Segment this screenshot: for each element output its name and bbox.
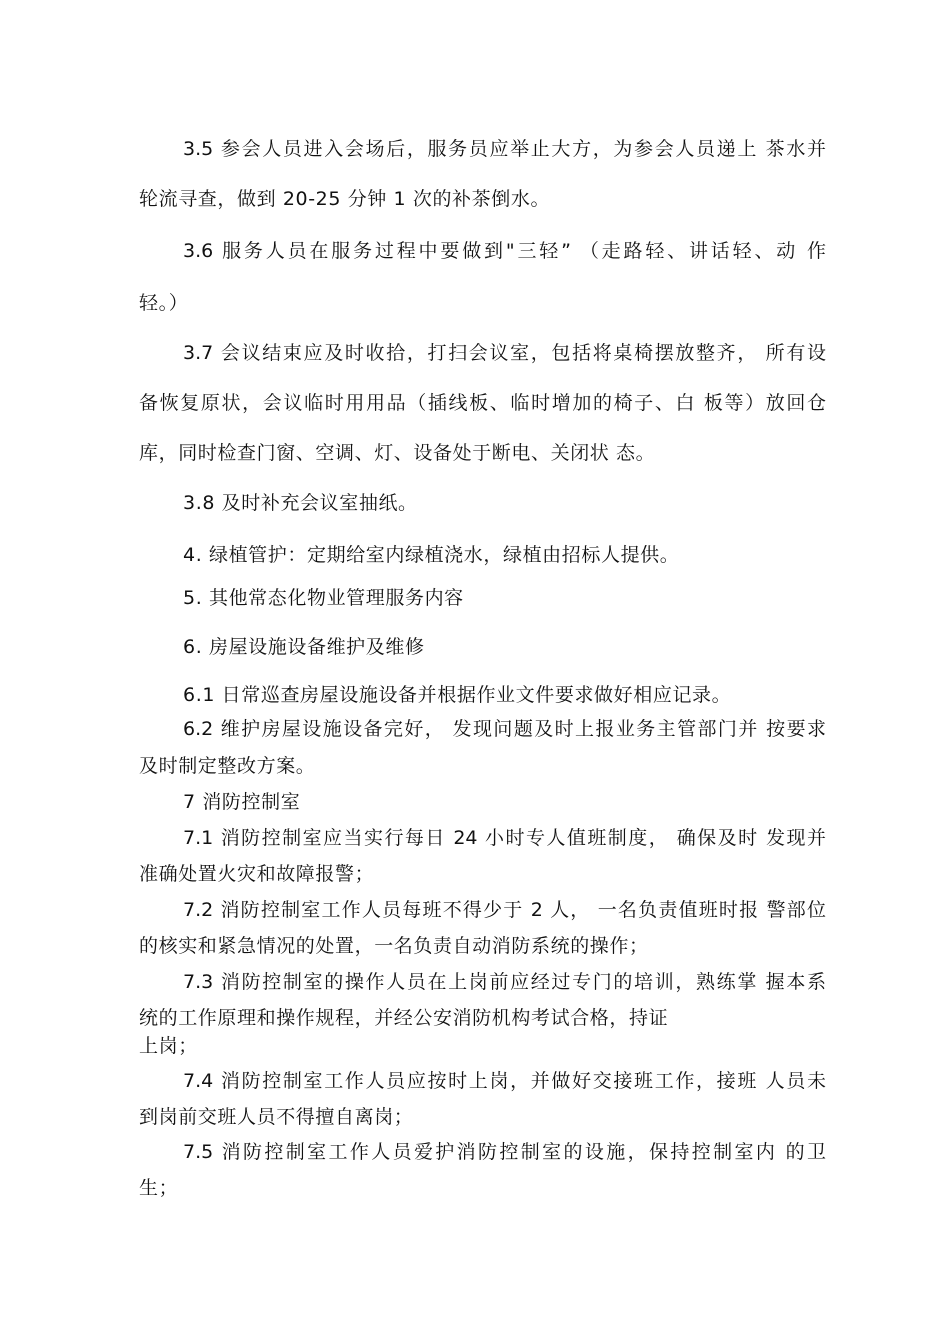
paragraph-7-4-line-1: 7.4 消防控制室工作人员应按时上岗，并做好交接班工作，接班 人员未: [183, 1070, 826, 1092]
paragraph-6-2-line-2: 及时制定整改方案。: [139, 755, 316, 777]
paragraph-7-1-line-1: 7.1 消防控制室应当实行每日 24 小时专人值班制度， 确保及时 发现并: [183, 827, 826, 849]
paragraph-6-2-line-1: 6.2 维护房屋设施设备完好， 发现问题及时上报业务主管部门并 按要求: [183, 718, 826, 740]
paragraph-7-5-line-1: 7.5 消防控制室工作人员爱护消防控制室的设施，保持控制室内 的卫: [183, 1141, 826, 1163]
paragraph-7-3-line-2: 统的工作原理和操作规程，并经公安消防机构考试合格，持证: [139, 1007, 669, 1029]
section-7-heading: 7 消防控制室: [183, 791, 301, 813]
paragraph-6-1: 6.1 日常巡查房屋设施设备并根据作业文件要求做好相应记录。: [183, 684, 732, 706]
section-5-heading: 5. 其他常态化物业管理服务内容: [183, 587, 464, 609]
paragraph-7-2-line-1: 7.2 消防控制室工作人员每班不得少于 2 人， 一名负责值班时报 警部位: [183, 899, 826, 921]
paragraph-3-5-line-2: 轮流寻查，做到 20-25 分钟 1 次的补茶倒水。: [139, 188, 551, 210]
section-6-heading: 6. 房屋设施设备维护及维修: [183, 636, 425, 658]
paragraph-3-5-line-1: 3.5 参会人员进入会场后，服务员应举止大方，为参会人员递上 茶水并: [183, 138, 826, 160]
paragraph-7-4-line-2: 到岗前交班人员不得擅自离岗；: [139, 1106, 414, 1128]
paragraph-3-7-line-1: 3.7 会议结束应及时收拾，打扫会议室，包括将桌椅摆放整齐， 所有设: [183, 342, 826, 364]
section-4-greenery: 4. 绿植管护：定期给室内绿植浇水，绿植由招标人提供。: [183, 544, 680, 566]
paragraph-7-1-line-2: 准确处置火灾和故障报警；: [139, 863, 375, 885]
paragraph-7-3-line-1: 7.3 消防控制室的操作人员在上岗前应经过专门的培训，熟练掌 握本系: [183, 971, 826, 993]
paragraph-7-5-line-2: 生；: [139, 1177, 179, 1199]
paragraph-7-3-line-3: 上岗；: [139, 1035, 198, 1057]
paragraph-7-2-line-2: 的核实和紧急情况的处置，一名负责自动消防系统的操作；: [139, 935, 649, 957]
paragraph-3-6-line-2: 轻。）: [139, 292, 189, 314]
paragraph-3-8: 3.8 及时补充会议室抽纸。: [183, 492, 418, 514]
paragraph-3-7-line-3: 库，同时检查门窗、空调、灯、设备处于断电、关闭状 态。: [139, 442, 656, 464]
paragraph-3-7-line-2: 备恢复原状，会议临时用用品（插线板、临时增加的椅子、白 板等）放回仓: [139, 392, 826, 414]
paragraph-3-6-line-1: 3.6 服务人员在服务过程中要做到"三轻” （走路轻、讲话轻、动 作: [183, 240, 826, 262]
